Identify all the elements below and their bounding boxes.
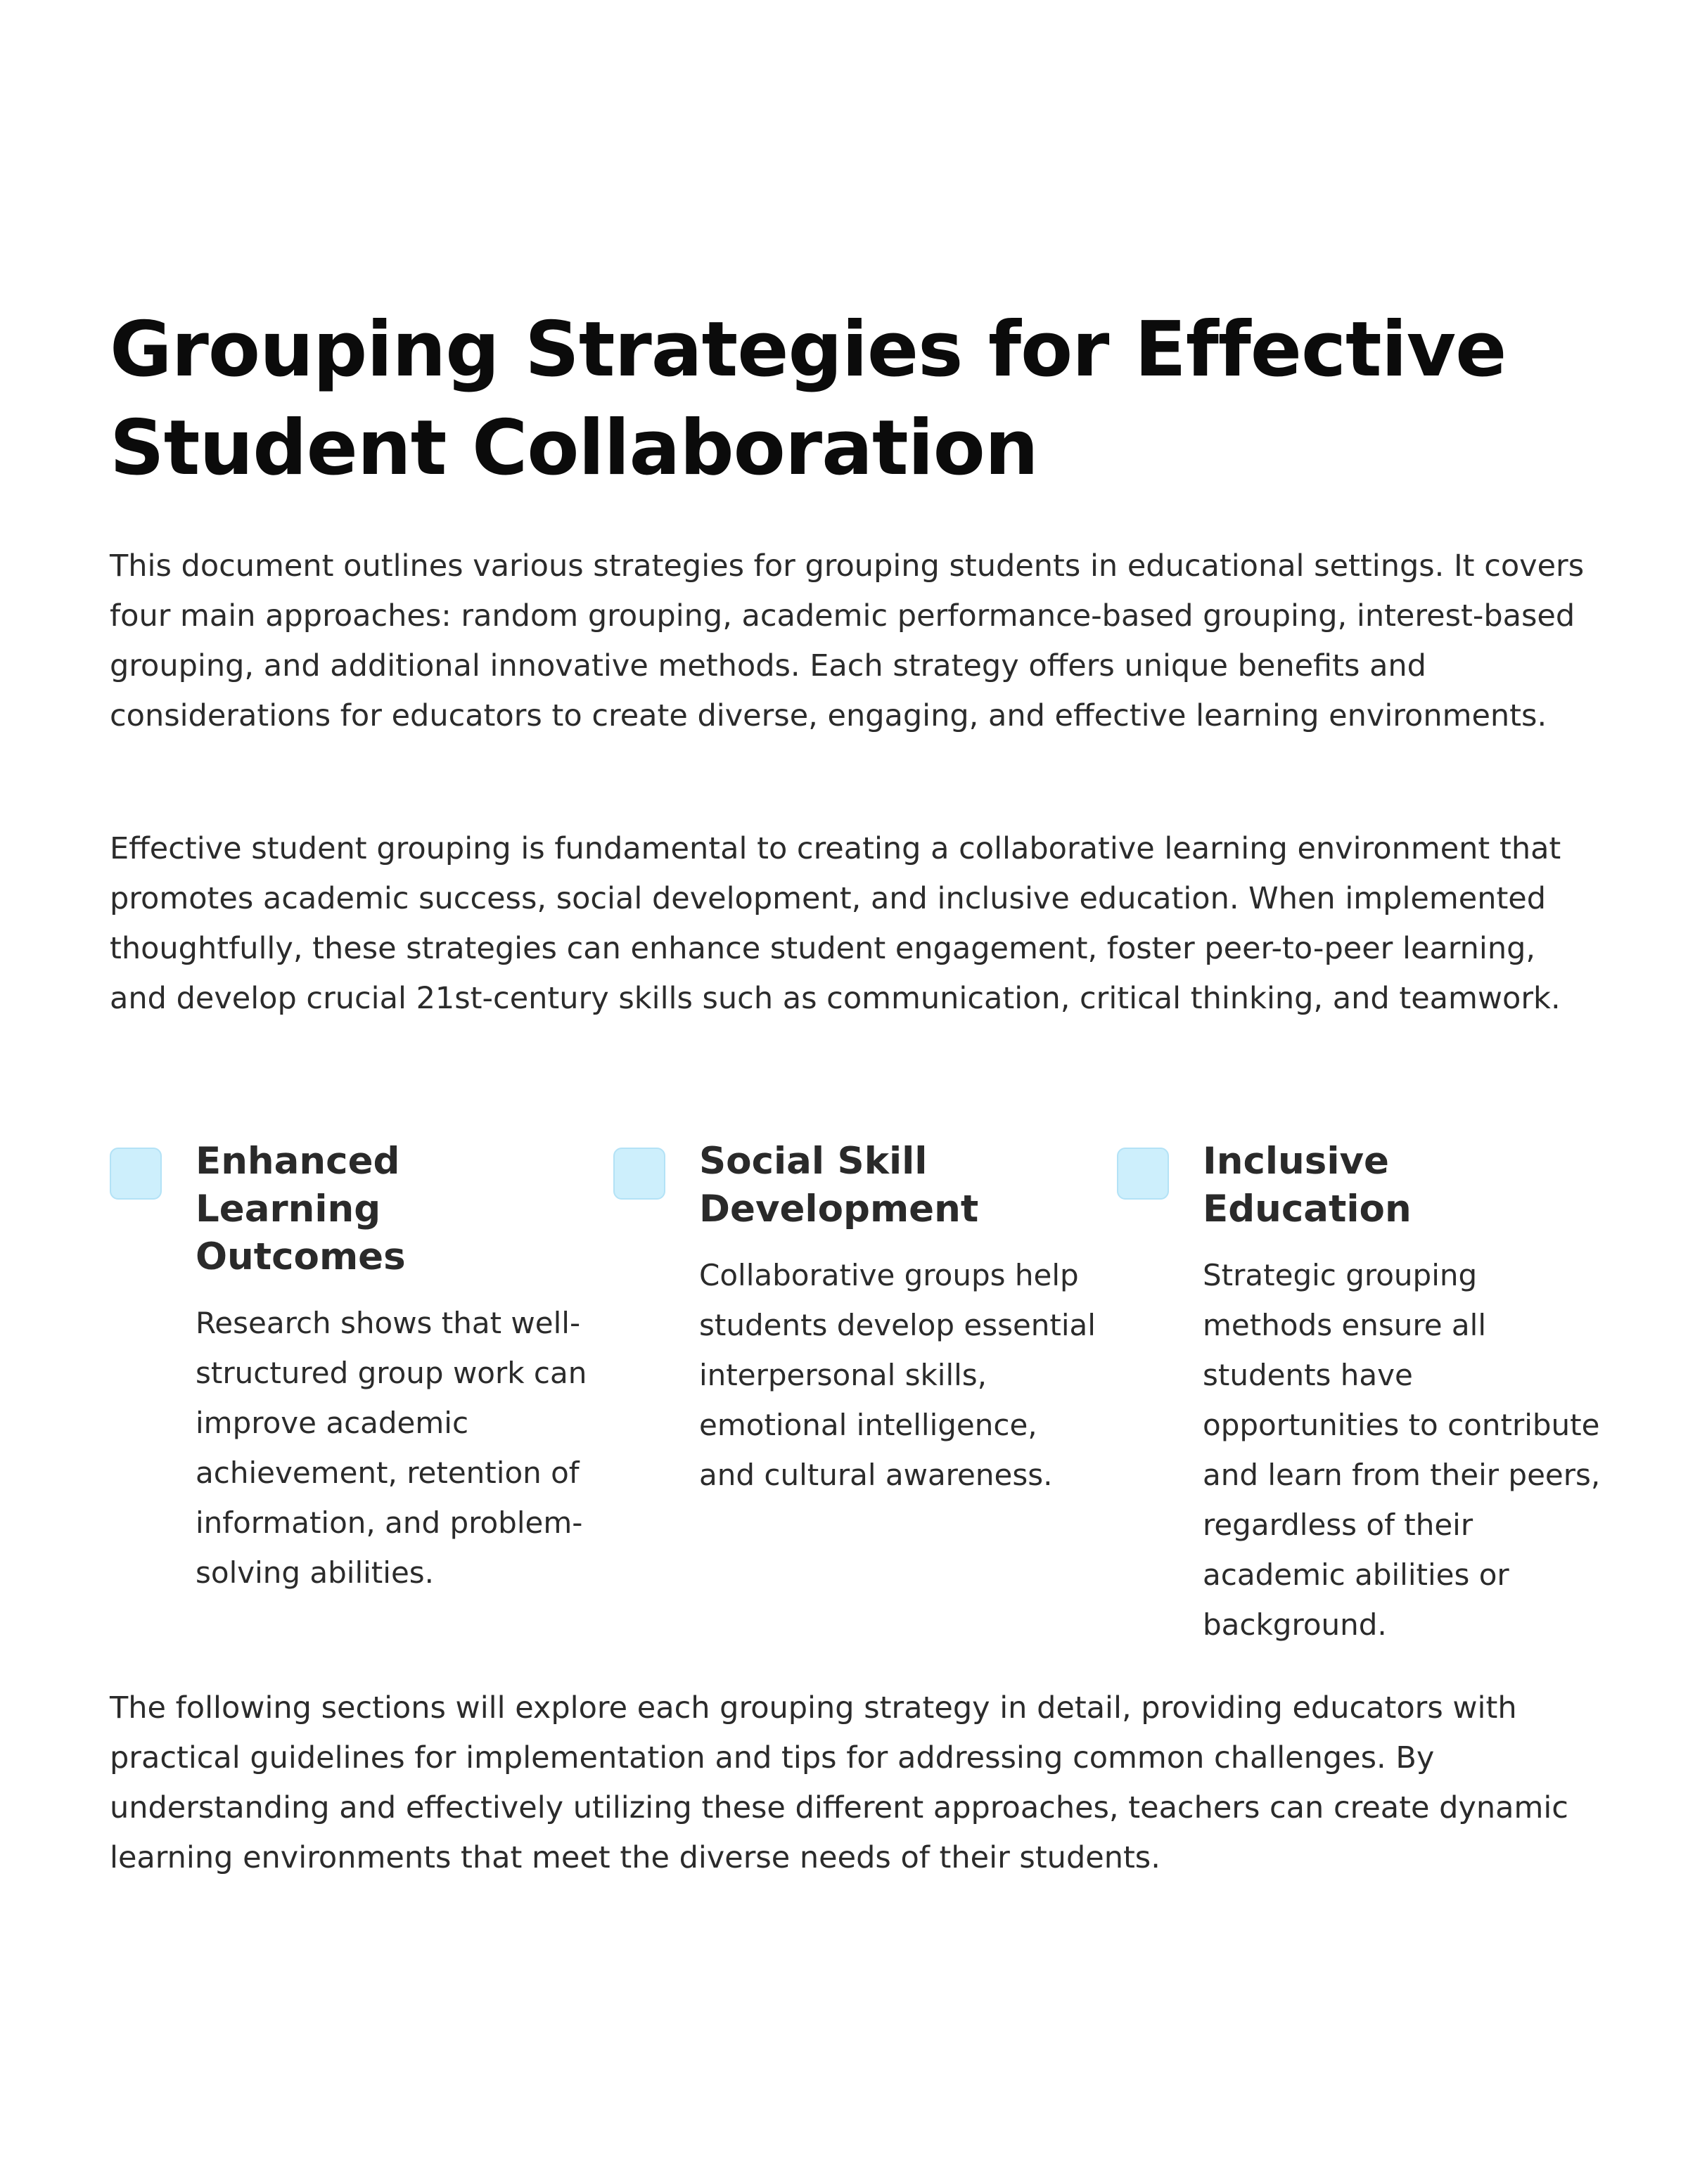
feature-heading: Social Skill Development <box>699 1140 979 1231</box>
document-page <box>110 0 1601 2184</box>
feature-grid <box>110 1138 1601 1658</box>
square-icon <box>110 1148 162 1200</box>
square-icon <box>1117 1148 1169 1200</box>
feature-text <box>699 1138 1100 1500</box>
closing-paragraph: The following sections will explore each grouping strategy in detail, providing educators with practical guidelines for implementation and tips for addressing common challenges. By understanding and effectively utilizing these different approaches, teachers can create dynamic learning environments that meet the diverse needs of their students. <box>110 1690 1568 1875</box>
feature-text <box>196 1138 596 1598</box>
intro-paragraph: Effective student grouping is fundamental to creating a collaborative learning environment that promotes academic success, social development, and inclusive education. When implemented thoughtfully, these strategies can enhance student engagement, foster peer-to-peer learning, and develop crucial 21st-century skills such as communication, critical thinking, and teamwork. <box>110 831 1561 1016</box>
feature-heading: Inclusive Education <box>1203 1140 1412 1231</box>
feature-text <box>1203 1138 1604 1650</box>
feature-description: Strategic grouping methods ensure all students have opportunities to contribute and learn from their peers, regardless of their academic abilities or background. <box>1203 1258 1601 1642</box>
feature-heading: Enhanced Learning Outcomes <box>196 1140 406 1278</box>
intro-paragraph: This document outlines various strategies for grouping students in educational settings. It covers four main approaches: random grouping, academic performance-based grouping, interest-based grouping, and additional innovative methods. Each strategy offers unique benefits and considerations for educators to create diverse, engaging, and effective learning environments. <box>110 548 1585 733</box>
square-icon <box>613 1148 665 1200</box>
page-title: Grouping Strategies for Effective Student Collaboration <box>110 306 1507 492</box>
feature-description: Research shows that well-structured group work can improve academic achievement, retention of information, and problem-solving abilities. <box>196 1306 587 1590</box>
feature-description: Collaborative groups help students develop essential interpersonal skills, emotional intelligence, and cultural awareness. <box>699 1258 1096 1492</box>
